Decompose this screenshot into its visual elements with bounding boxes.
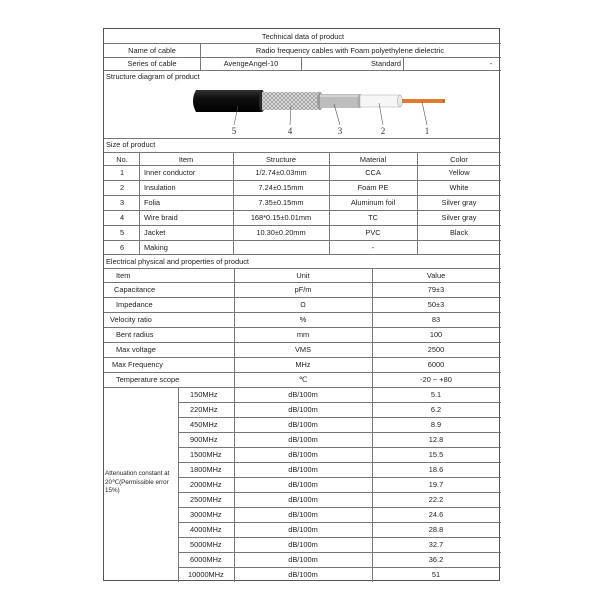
- divider: [178, 417, 501, 418]
- divider: [104, 254, 501, 255]
- table-cell: dB/100m: [288, 420, 318, 429]
- table-cell: 150MHz: [190, 390, 218, 399]
- table-cell: dB/100m: [288, 495, 318, 504]
- table-cell: Yellow: [448, 168, 470, 177]
- table-cell: dB/100m: [288, 465, 318, 474]
- divider: [104, 165, 501, 166]
- table-cell: %: [299, 315, 307, 324]
- divider: [104, 387, 501, 388]
- table-cell: CCA: [365, 168, 381, 177]
- cable-series-type: Standard: [371, 59, 401, 68]
- divider: [104, 195, 501, 196]
- divider: [178, 462, 501, 463]
- divider: [104, 342, 501, 343]
- table-cell: 18.6: [428, 465, 444, 474]
- table-cell: dB/100m: [288, 390, 318, 399]
- divider: [104, 152, 501, 153]
- table-cell: 220MHz: [190, 405, 218, 414]
- table-cell: dB/100m: [288, 480, 318, 489]
- table-cell: Aluminum foil: [350, 198, 396, 207]
- table-cell: Max voltage: [116, 345, 156, 354]
- table-cell: 2: [119, 183, 125, 192]
- divider: [178, 402, 501, 403]
- divider: [104, 282, 501, 283]
- table-cell: TC: [368, 213, 378, 222]
- table-cell: Insulation: [144, 183, 176, 192]
- size-heading: Size of product: [106, 140, 156, 149]
- divider: [104, 327, 501, 328]
- divider: [178, 447, 501, 448]
- divider: [329, 152, 330, 254]
- table-cell: Ω: [300, 300, 306, 309]
- technical-data-sheet: [103, 28, 500, 581]
- table-cell: 1500MHz: [190, 450, 222, 459]
- table-cell: dB/100m: [288, 405, 318, 414]
- layer-label-5: 5: [231, 126, 237, 136]
- table-cell: 2500MHz: [190, 495, 222, 504]
- table-cell: 15.5: [428, 450, 444, 459]
- table-cell: Inner conductor: [144, 168, 196, 177]
- divider: [403, 57, 404, 70]
- insulation-layer: [360, 95, 400, 107]
- table-cell: 168*0.15±0.01mm: [250, 213, 312, 222]
- divider: [178, 477, 501, 478]
- table-cell: 24.6: [428, 510, 444, 519]
- table-cell: 79±3: [427, 285, 445, 294]
- divider: [104, 138, 501, 139]
- divider: [104, 268, 501, 269]
- table-cell: Impedance: [116, 300, 153, 309]
- table-cell: Foam PE: [357, 183, 389, 192]
- table-cell: 7.35±0.15mm: [258, 198, 304, 207]
- table-cell: ℃: [298, 375, 308, 384]
- table-cell: White: [449, 183, 469, 192]
- table-cell: 7.24±0.15mm: [258, 183, 304, 192]
- table-cell: 36.2: [428, 555, 444, 564]
- table-cell: 100: [429, 330, 443, 339]
- structure-heading: Structure diagram of product: [106, 72, 200, 81]
- divider: [104, 43, 501, 44]
- table-cell: 5: [119, 228, 125, 237]
- size-header-material: Material: [359, 155, 387, 164]
- cable-series-value: AvengeAngel-10: [223, 59, 279, 68]
- table-cell: dB/100m: [288, 540, 318, 549]
- electrical-header-item: Item: [116, 271, 131, 280]
- divider: [178, 492, 501, 493]
- table-cell: 6000: [427, 360, 445, 369]
- divider: [178, 537, 501, 538]
- table-cell: dB/100m: [288, 510, 318, 519]
- sheet-title: Technical data of product: [261, 32, 345, 41]
- table-cell: Velocity ratio: [110, 315, 152, 324]
- table-cell: 19.7: [428, 480, 444, 489]
- table-cell: 450MHz: [190, 420, 218, 429]
- table-cell: 4000MHz: [190, 525, 222, 534]
- layer-label-3: 3: [337, 126, 343, 136]
- size-header-no: No.: [116, 155, 128, 164]
- jacket-layer: [193, 90, 262, 112]
- table-cell: Wire braid: [144, 213, 178, 222]
- divider: [104, 225, 501, 226]
- table-cell: 1/2.74±0.03mm: [255, 168, 307, 177]
- table-cell: 51: [431, 570, 441, 579]
- table-cell: Jacket: [144, 228, 166, 237]
- divider: [104, 180, 501, 181]
- divider: [178, 567, 501, 568]
- size-header-item: Item: [178, 155, 194, 164]
- divider: [104, 372, 501, 373]
- cable-series-label: Series of cable: [127, 59, 177, 68]
- conductor-layer: [402, 99, 444, 103]
- divider: [178, 432, 501, 433]
- table-cell: VMS: [294, 345, 312, 354]
- table-cell: pF/m: [294, 285, 312, 294]
- divider: [104, 357, 501, 358]
- layer-label-4: 4: [287, 126, 293, 136]
- table-cell: Temperature scope: [116, 375, 180, 384]
- size-header-structure: Structure: [266, 155, 296, 164]
- table-cell: dB/100m: [288, 435, 318, 444]
- table-cell: 83: [431, 315, 441, 324]
- table-cell: 5000MHz: [190, 540, 222, 549]
- table-cell: Bent radius: [116, 330, 154, 339]
- table-cell: Black: [449, 228, 469, 237]
- table-cell: dB/100m: [288, 525, 318, 534]
- table-cell: 32.7: [428, 540, 444, 549]
- table-cell: 3000MHz: [190, 510, 222, 519]
- table-cell: Max Frequency: [112, 360, 163, 369]
- divider: [234, 268, 235, 582]
- table-cell: 6.2: [430, 405, 442, 414]
- divider: [104, 210, 501, 211]
- table-cell: dB/100m: [288, 555, 318, 564]
- cable-name-label: Name of cable: [128, 46, 176, 55]
- table-cell: 5.1: [430, 390, 442, 399]
- divider: [139, 152, 140, 254]
- table-cell: 6: [119, 243, 125, 252]
- divider: [301, 57, 302, 70]
- table-cell: Capacitance: [114, 285, 156, 294]
- table-cell: 50±3: [427, 300, 445, 309]
- divider: [104, 240, 501, 241]
- divider: [417, 152, 418, 254]
- table-cell: Folia: [144, 198, 161, 207]
- table-cell: PVC: [365, 228, 381, 237]
- attenuation-label: Attenuation constant at 20℃(Permissible error 15%): [105, 470, 170, 494]
- table-cell: 2000MHz: [190, 480, 222, 489]
- table-cell: 1800MHz: [190, 465, 222, 474]
- cable-series-extra: -: [489, 59, 493, 68]
- table-cell: 3: [119, 198, 125, 207]
- divider: [178, 552, 501, 553]
- table-cell: 28.8: [428, 525, 444, 534]
- table-cell: 6000MHz: [190, 555, 222, 564]
- table-cell: -: [371, 243, 375, 252]
- table-cell: 900MHz: [190, 435, 218, 444]
- divider: [178, 522, 501, 523]
- table-cell: mm: [296, 330, 310, 339]
- table-cell: 1: [119, 168, 125, 177]
- table-cell: 4: [119, 213, 125, 222]
- table-cell: 10.30±0.20mm: [256, 228, 306, 237]
- table-cell: 8.9: [430, 420, 442, 429]
- divider: [178, 507, 501, 508]
- table-cell: dB/100m: [288, 450, 318, 459]
- table-cell: 2500: [427, 345, 445, 354]
- size-header-color: Color: [450, 155, 468, 164]
- layer-label-1: 1: [424, 126, 430, 136]
- divider: [104, 57, 501, 58]
- electrical-heading: Electrical physical and properties of product: [106, 257, 249, 266]
- divider: [104, 312, 501, 313]
- divider: [233, 152, 234, 254]
- cable-cross-section-diagram: [104, 82, 501, 139]
- divider: [372, 268, 373, 582]
- table-cell: MHz: [295, 360, 311, 369]
- layer-label-2: 2: [380, 126, 386, 136]
- table-cell: 22.2: [428, 495, 444, 504]
- table-cell: 12.8: [428, 435, 444, 444]
- electrical-header-unit: Unit: [296, 271, 310, 280]
- table-cell: -20 ~ +80: [420, 375, 452, 384]
- table-cell: Silver gray: [441, 198, 477, 207]
- cable-name-value: Radio frequency cables with Foam polyethylene dielectric: [255, 46, 445, 55]
- table-cell: Silver gray: [441, 213, 477, 222]
- table-cell: 10000MHz: [188, 570, 224, 579]
- table-cell: Making: [144, 243, 168, 252]
- divider: [104, 297, 501, 298]
- electrical-header-value: Value: [426, 271, 446, 280]
- divider: [104, 70, 501, 71]
- table-cell: dB/100m: [288, 570, 318, 579]
